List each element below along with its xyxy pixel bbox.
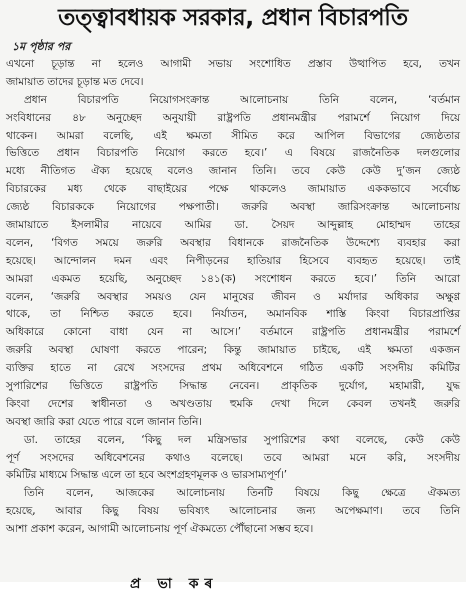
body-line: থাকে, তা নিশ্চিত করতে হবে। নির্যাতন, অমানবিক শাস্তি কিংবা বিচারপ্রাপ্তির (6, 308, 460, 321)
body-line: ডা. তাহের বলেন, ‘কিছু দল মন্ত্রিসভার সুপারিশের কথা বলেছে, কেউ কেউ (24, 433, 460, 446)
body-line: এখনো চূড়ান্ত না হলেও আগামী সভায় সংশোধিত প্রস্তাব উত্থাপিত হবে, তখন (6, 58, 460, 70)
body-line: কমিটির মাধ্যমে সিদ্ধান্ত এলে তা হবে অংশগ্রহণমূলক ও ভারসাম্যপূর্ণ।’ (6, 469, 288, 482)
body-line: সংবিধানের ৪৮ অনুচ্ছেদ অনুযায়ী রাষ্ট্রপতি প্রধানমন্ত্রীর পরামর্শে নিয়োগ দিয়ে (6, 111, 460, 124)
body-line: মধ্যে নীতিগত ঐক্য হয়েছে বলেও জানান তিনি। তবে কেউ কেউ দু’জন জ্যেষ্ঠ (6, 165, 460, 178)
body-line: অবস্থা জারি করা যেতে পারে বলে জানান তিনি। (6, 415, 203, 428)
body-line: হয়েছে। আন্দোলন দমন এবং নিপীড়নের হাতিয়ার হিসেবে ব্যবহৃত হয়েছে। তাই (6, 254, 460, 267)
body-line: প্রধান বিচারপতি নিয়োগসংক্রান্ত আলোচনায় তিনি বলেন, ‘বর্তমান (24, 93, 460, 106)
article-body (6, 56, 460, 539)
body-line: আশা প্রকাশ করেন, আগামী আলোচনায় পূর্ণ ঐকমত্যে পৌঁছানো সম্ভব হবে। (6, 523, 314, 536)
body-line: থাকেন। আমরা বলেছি, এই ক্ষমতা সীমিত করে আপিল বিভাগের জ্যেষ্ঠতার (6, 129, 460, 142)
body-line: জরুরি অবস্থা ঘোষণা করতে পারেন; কিন্তু জামায়াত চাইছে, এই ক্ষমতা একজন (6, 344, 460, 357)
body-line: আমরা একমত হয়েছি, অনুচ্ছেদ ১৪১(ক) সংশোধন করতে হবে।’ তিনি আরো (6, 272, 460, 285)
body-line: তিনি বলেন, আজকের আলোচনায় তিনটি বিষয়ে কিছু ক্ষেত্রে ঐকমত্য (24, 487, 460, 500)
body-line: জামায়াত তাদের চূড়ান্ত মত দেবে। (6, 75, 144, 88)
body-line: জামায়াতে ইসলামীর নায়েবে আমির ডা. সৈয়দ আব্দুল্লাহ মোহাম্মদ তাহের (6, 219, 460, 232)
body-line: অধিকারে কোনো বাধা যেন না আসে।’ বর্তমানে রাষ্ট্রপতি প্রধানমন্ত্রীর পরামর্শে (6, 326, 460, 339)
body-line: পূর্ণ সংসদের অধিবেশনের কথাও বলেছে। তবে আমরা মনে করি, সংসদীয় (6, 451, 460, 464)
body-line: বিচারকের মধ্য থেকে বাছাইয়ের পক্ষে থাকলেও জামায়াত এককভাবে সর্বোচ্চ (6, 183, 460, 196)
next-article-headline-fragment: প্ৰ ভা কৰ (130, 576, 219, 592)
body-line: বলেন, ‘বিগত সময়ে জরুরি অবস্থার বিধানকে রাজনৈতিক উদ্দেশ্যে ব্যবহার করা (6, 236, 460, 249)
body-line: কিংবা দেশের স্বাধীনতা ও অখণ্ডতায় হুমকি দেখা দিলে কেবল তখনই জরুরি (6, 397, 460, 410)
body-line: ব্যক্তির হাতে না রেখে সংসদের প্রথম অধিবেশনে গঠিত একটি সংসদীয় কমিটির (6, 362, 460, 375)
body-line: সুপারিশের ভিত্তিতে রাষ্ট্রপতি সিদ্ধান্ত নেবেন। প্রাকৃতিক দুর্যোগ, মহামারী, যুদ্ধ (6, 380, 460, 393)
body-line: বলেন, ‘জরুরি অবস্থার সময়ও যেন মানুষের জীবন ও মর্যাদার অধিকার অক্ষুণ্ণ (6, 290, 460, 303)
article-headline: তত্ত্বাবধায়ক সরকার, প্রধান বিচারপতি (58, 5, 408, 31)
body-line: হয়েছে, আবার কিছু বিষয় ভবিষ্যৎ আলোচনার জন্য অপেক্ষমাণ। তবে তিনি (6, 505, 460, 518)
continued-from-label: ১ম পৃষ্ঠার পর (12, 40, 71, 53)
body-line: জ্যেষ্ঠ বিচারককে নিয়োগের পক্ষপাতী। জরুরি অবস্থা জারিসংক্রান্ত আলোচনায় (6, 201, 460, 214)
body-line: ভিত্তিতে প্রধান বিচারপতি নিয়োগ করতে হবে।’ এ বিষয়ে রাজনৈতিক দলগুলোর (6, 147, 460, 160)
